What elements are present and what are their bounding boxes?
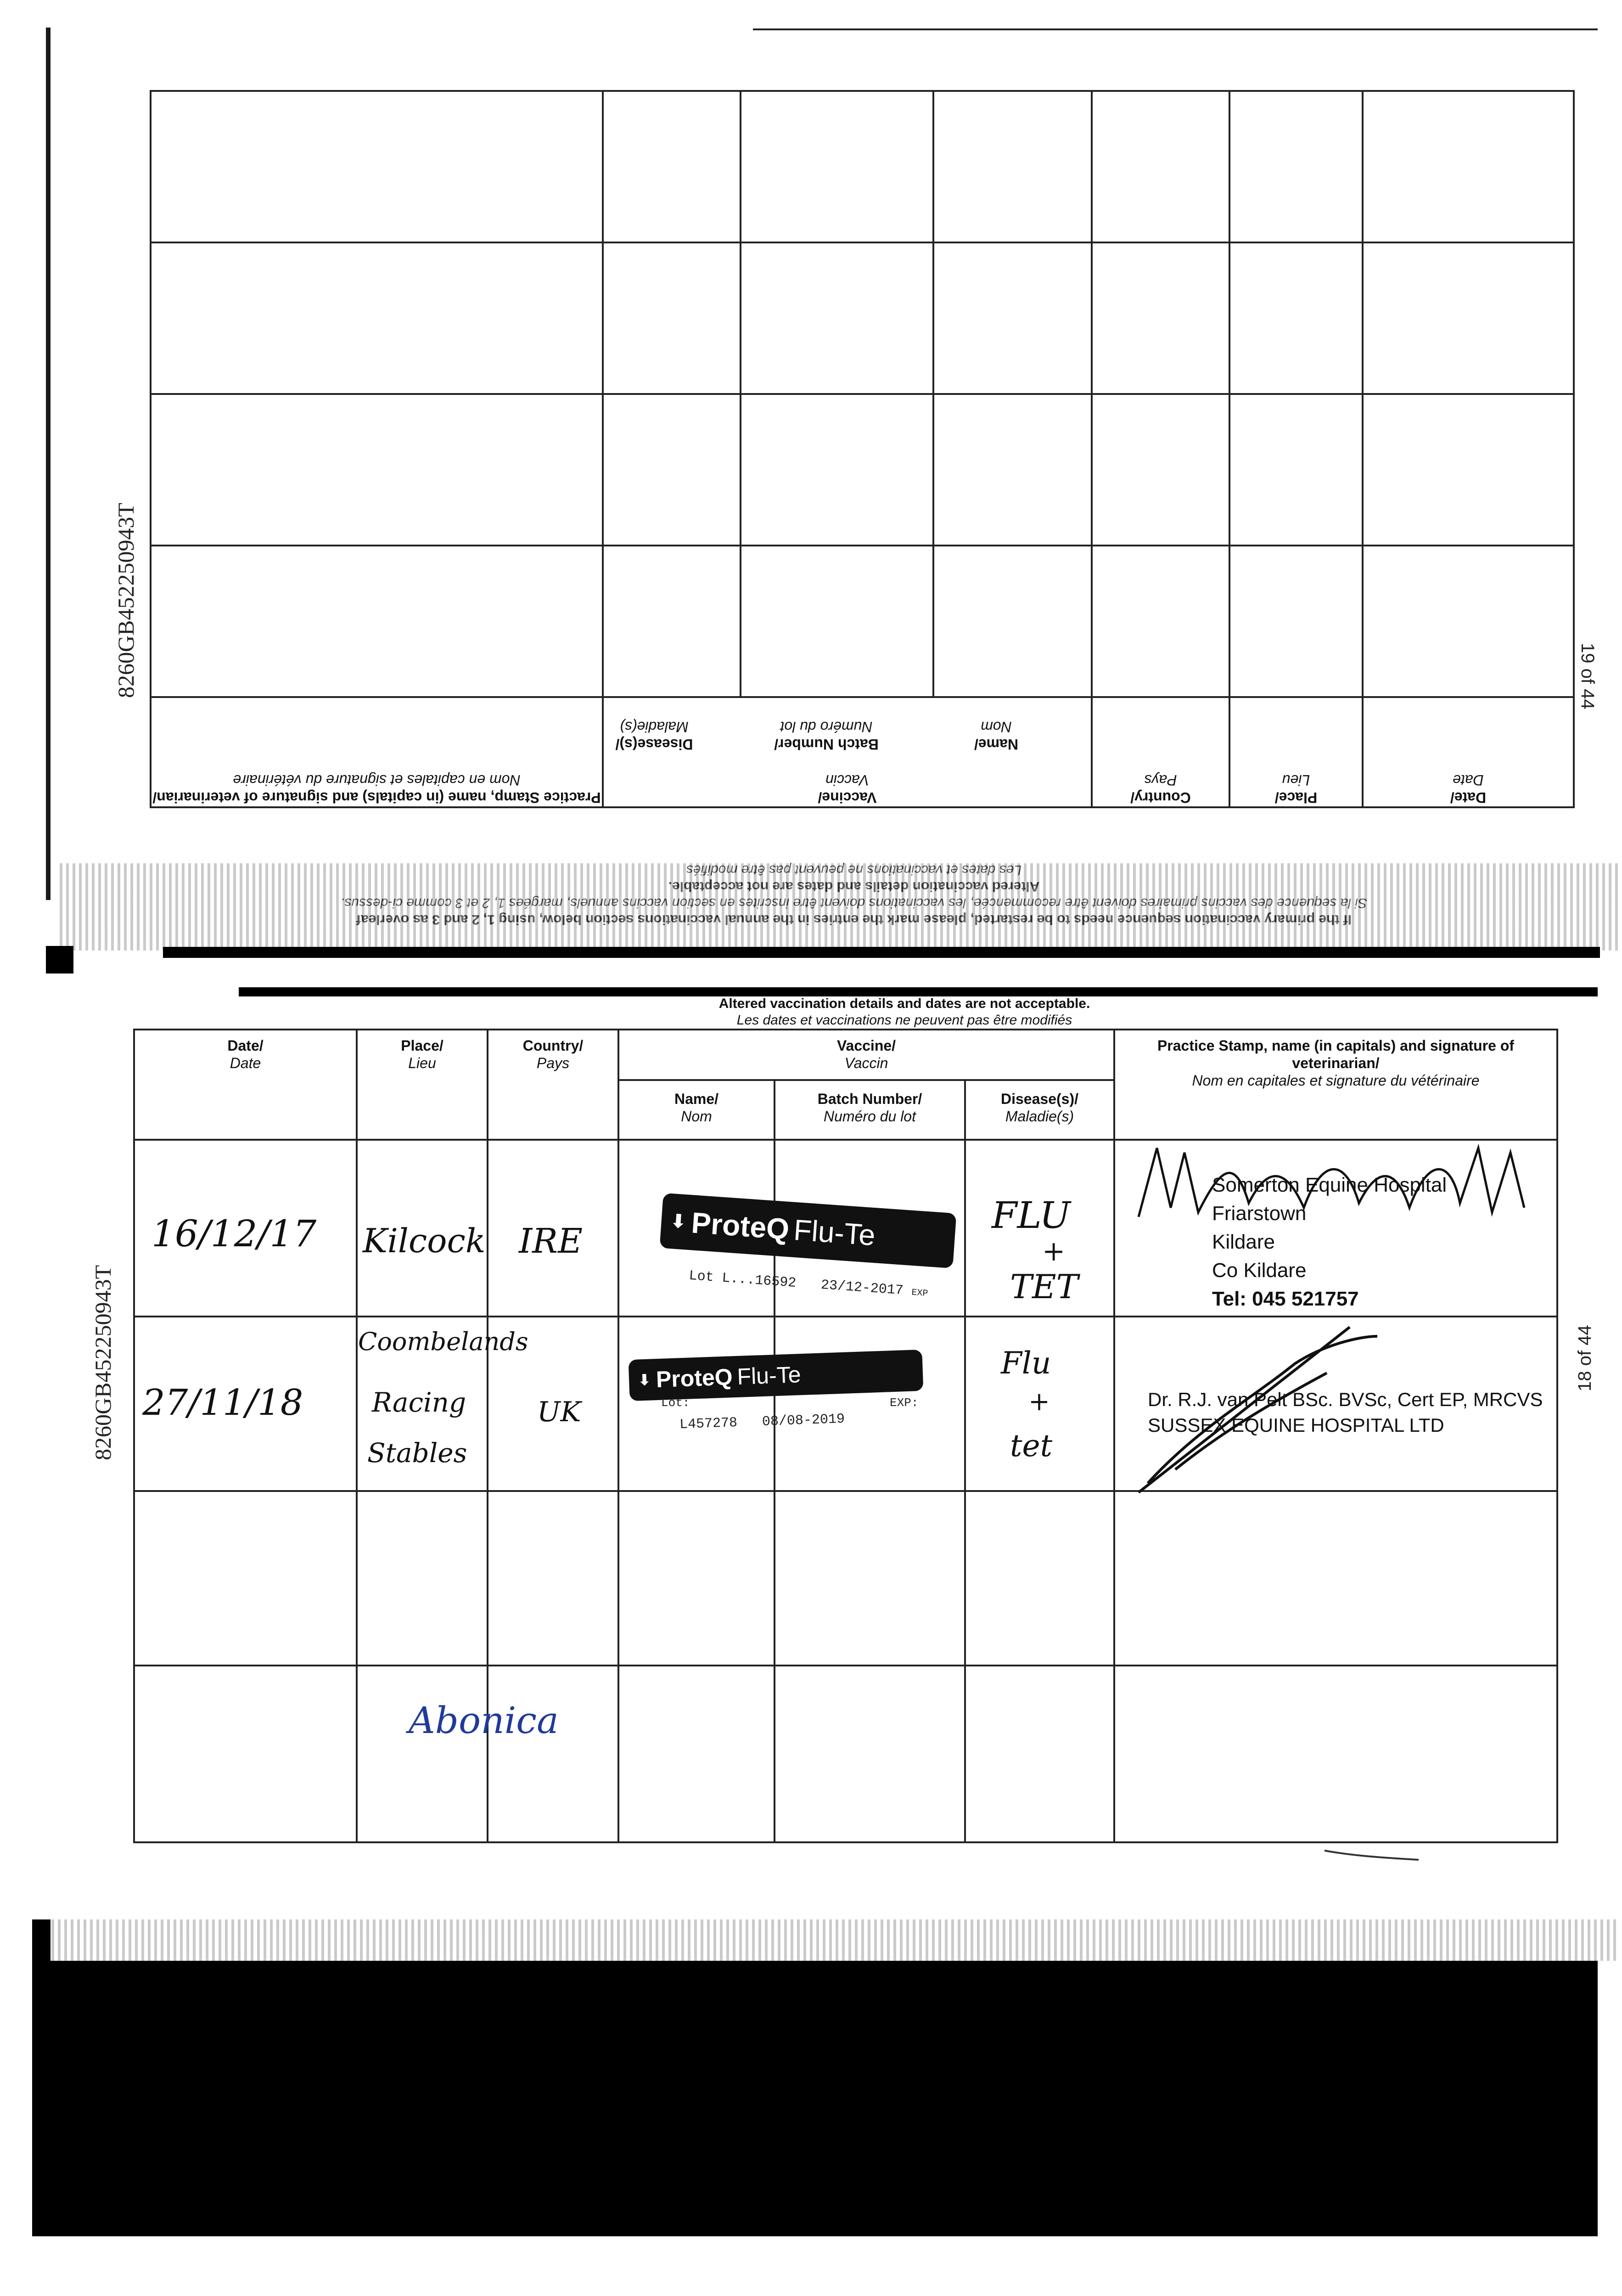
left-scan-edge [46,28,51,900]
upper-page-inverted [152,92,1575,808]
row1-lot: Lot L...16592 23/12-2017 EXP [688,1268,929,1300]
top-scan-edge [753,28,1598,30]
table-row [134,1666,1557,1842]
table-row [134,1491,1557,1666]
upper-header-country: Country/ Pays [1092,697,1229,807]
row1-country: IRE [519,1221,583,1261]
header-country: Country/ Pays [488,1030,618,1140]
row2-place-1: Coombelands [358,1327,528,1356]
row1-practice-stamp: Somerton Equine Hospital Friarstown Kildare Co Kildare Tel: 045 521757 [1212,1174,1447,1310]
page-number-lower: 18 of 44 [1575,1325,1595,1391]
side-id-lower: 8260GB452250943T [90,1265,116,1460]
lower-altered-notice: Altered vaccination details and dates are not acceptable. Les dates et vaccinations ne peuvent pas être modifiés [718,996,1090,1028]
header-date: Date/ Date [134,1030,357,1140]
syringe-icon: ⬇ [670,1211,687,1232]
header-disease: Disease(s)/ Maladie(s) [965,1080,1114,1140]
row2-disease-1: Flu [1001,1345,1051,1381]
stray-pen-mark [1322,1846,1423,1864]
side-id-upper: 8260GB452250943T [113,503,139,698]
upper-restart-notice: If the primary vaccination sequence needs to be restarted, please mark the entries in the annual vaccinations section below, using 1, 2 and 3 as overleaf Si la sequence des vaccins primaires doivent être recommencée, les vaccinations doivent être inscrites en section vaccins annuels, margées 1, 2 et 3 comme ci-dessus. Altered vaccination details and dates are not acceptable. Les dates et vaccinations ne peuvent pas être modifiés [340,862,1368,927]
row1-disease-plus: + [1042,1235,1066,1267]
syringe-icon: ⬇ [638,1371,651,1389]
row2-signature [1129,1318,1386,1502]
upper-subheader-batch: Batch Number/ Numéro du lot [774,719,879,753]
header-batch: Batch Number/ Numéro du lot [775,1080,965,1140]
row2-place-2: Racing [372,1387,466,1418]
header-vaccine: Vaccine/ Vaccin [618,1030,1114,1080]
row1-date: 16/12/17 [152,1212,317,1255]
header-practice: Practice Stamp, name (in capitals) and signature of veterinarian/ Nom en capitales et signature du vétérinaire [1114,1030,1557,1140]
scan-noise-2 [32,1919,1616,1961]
upper-header-practice: Practice Stamp, name (in capitals) and signature of veterinarian/ Nom en capitales et signature du vétérinaire [151,697,603,807]
scan-separator-bar-2 [239,987,1598,996]
upper-vaccination-table [150,90,1575,808]
row1-disease-2: TET [1010,1267,1078,1306]
header-place: Place/ Lieu [357,1030,488,1140]
upper-header-date: Date/ Date [1363,697,1574,807]
row2-vaccine-stamp: ⬇ ProteQ Flu-Te [629,1350,924,1401]
row1-place: Kilcock [363,1221,486,1260]
row2-practice-stamp: Dr. R.J. van Pelt BSc. BVSc, Cert EP, MRCVS SUSSEX EQUINE HOSPITAL LTD [1148,1389,1543,1436]
scan-separator-bar [163,947,1600,958]
row1-vaccine-stamp: ⬇ ProteQ Flu-Te [660,1193,957,1268]
upper-header-vaccine: Vaccine/ Vaccin [603,697,1092,807]
row4-annotation: Abonica [409,1699,559,1742]
scan-noise-1 [60,863,1621,951]
row2-date: 27/11/18 [142,1382,303,1424]
row2-lot-labels: Lot: EXP: [661,1396,919,1410]
upper-header-place: Place/ Lieu [1229,697,1363,807]
scan-left-fill [46,946,73,974]
row2-place-3: Stables [367,1437,467,1469]
page-number-upper: 19 of 44 [1577,643,1598,709]
row2-country: UK [537,1396,581,1428]
row2-disease-2: tet [1010,1428,1053,1463]
row2-disease-plus: + [1028,1387,1050,1417]
row2-lot: L457278 08/08-2019 [679,1411,845,1433]
upper-subheader-disease: Disease(s)/ Maladie(s) [615,719,693,753]
upper-subheader-name: Name/ Nom [974,719,1019,753]
row1-disease-1: FLU [992,1194,1071,1237]
row1-signature [1129,1139,1543,1231]
scan-bottom-left [32,1919,51,1965]
scan-bottom-black [32,1961,1598,2236]
header-name: Name/ Nom [618,1080,775,1140]
